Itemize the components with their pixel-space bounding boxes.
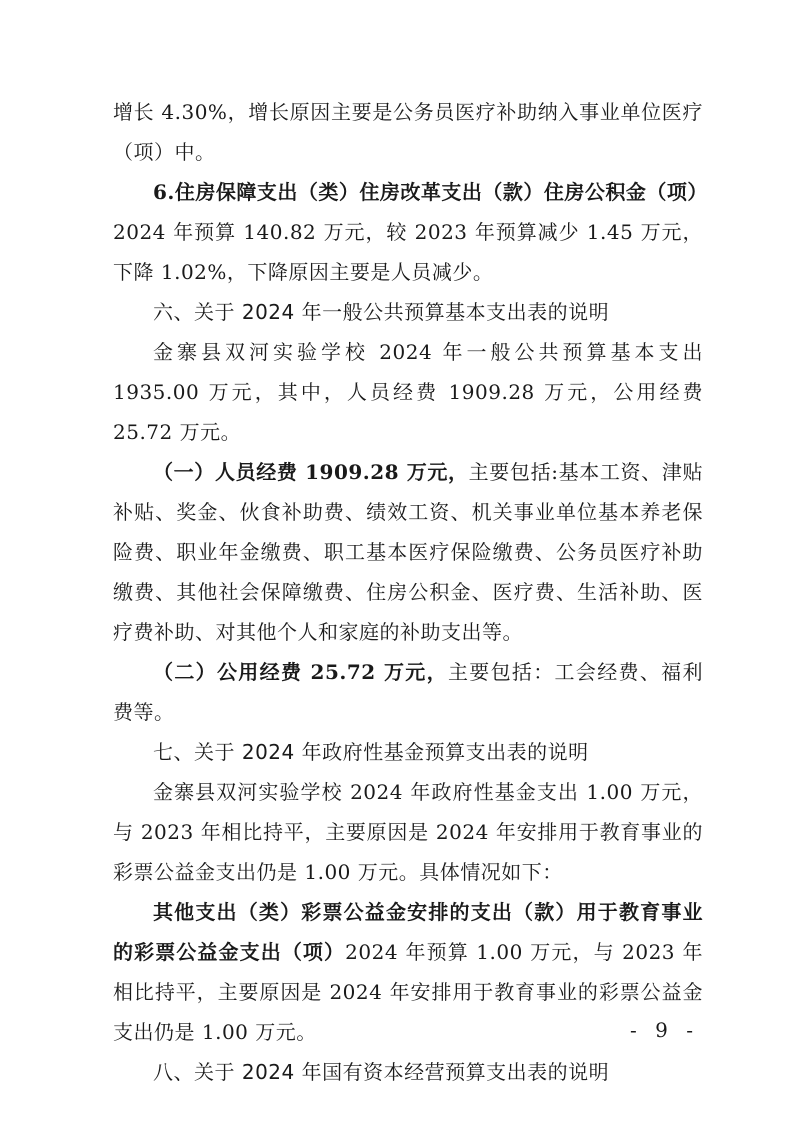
housing-item-title: 6.住房保障支出（类）住房改革支出（款）住房公积金（项） — [153, 180, 708, 204]
document-body — [113, 92, 708, 1092]
personnel-funds-title: （一）人员经费 1909.28 万元， — [153, 460, 469, 484]
section-heading-8: 八、关于 2024 年国有资本经营预算支出表的说明 — [153, 1060, 610, 1084]
section-heading-6: 六、关于 2024 年一般公共预算基本支出表的说明 — [153, 300, 610, 324]
paragraph-medical-growth: 增长 4.30%，增长原因主要是公务员医疗补助纳入事业单位医疗（项）中。 — [113, 100, 703, 164]
paragraph-lottery-funds — [113, 892, 703, 1052]
paragraph-fund-expenditure: 金寨县双河实验学校 2024 年政府性基金支出 1.00 万元，与 2023 年相比持平，主要原因是 2024 年安排用于教育事业的彩票公益金支出仍是 1.00 万元。具体情况如下： — [113, 780, 703, 884]
lottery-funds-title: 其他支出（类）彩票公益金安排的支出（款）用于教育事业的彩票公益金支出（项） — [113, 900, 703, 964]
housing-item-text: 2024 年预算 140.82 万元，较 2023 年预算减少 1.45 万元，下降 1.02%，下降原因主要是人员减少。 — [113, 220, 703, 284]
paragraph-public-funds — [113, 652, 703, 732]
page-number: - 9 - — [630, 1018, 699, 1042]
lottery-funds-text: 2024 年预算 1.00 万元，与 2023 年相比持平，主要原因是 2024 年安排用于教育事业的彩票公益金支出仍是 1.00 万元。 — [113, 940, 703, 1044]
paragraph-basic-expenditure: 金寨县双河实验学校 2024 年一般公共预算基本支出 1935.00 万元，其中，人员经费 1909.28 万元，公用经费 25.72 万元。 — [113, 340, 703, 444]
personnel-funds-text: 主要包括:基本工资、津贴补贴、奖金、伙食补助费、绩效工资、机关事业单位基本养老保险费、职业年金缴费、职工基本医疗保险缴费、公务员医疗补助缴费、其他社会保障缴费、住房公积金、医疗费、生活补助、医疗费补助、对其他个人和家庭的补助支出等。 — [113, 460, 703, 644]
section-heading-7: 七、关于 2024 年政府性基金预算支出表的说明 — [153, 740, 589, 764]
public-funds-text: 主要包括：工会经费、福利费等。 — [113, 660, 703, 724]
paragraph-housing — [113, 172, 708, 292]
paragraph-personnel-funds — [113, 452, 703, 652]
public-funds-title: （二）公用经费 25.72 万元， — [153, 660, 448, 684]
